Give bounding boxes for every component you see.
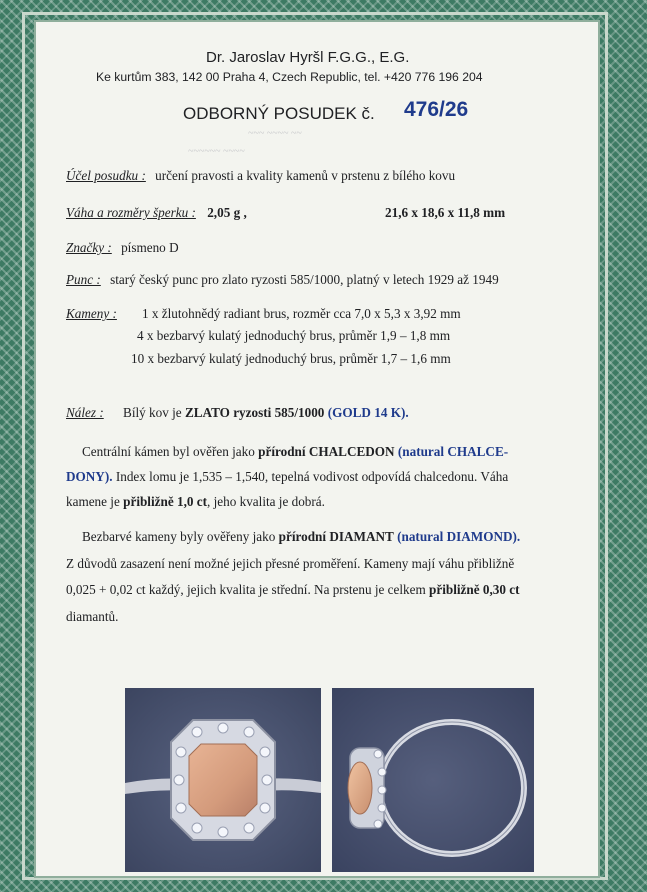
weight-row xyxy=(66,205,247,221)
weight-value: 2,05 g , xyxy=(207,205,247,220)
finding-row xyxy=(66,405,409,421)
hallmark-row xyxy=(66,272,499,288)
bleed-through-mark: ~~~~~~ ~~~~ xyxy=(188,146,245,157)
stone-line: 4 x bezbarvý kulatý jednoduchý brus, průměr 1,9 – 1,8 mm xyxy=(137,328,451,343)
bold-span: přírodní DIAMANT xyxy=(278,529,394,544)
marks-value: písmeno D xyxy=(121,240,179,255)
document-title: ODBORNÝ POSUDEK č. xyxy=(183,104,375,123)
finding-pre: Bílý kov je xyxy=(123,405,182,420)
bold-span: přibližně 0,30 ct xyxy=(429,582,520,597)
stones-label: Kameny : xyxy=(66,306,117,321)
diamond-line-3 xyxy=(66,582,520,598)
purpose-value: určení pravosti a kvality kamenů v prstenu z bílého kovu xyxy=(155,168,456,183)
stone-line: 10 x bezbarvý kulatý jednoduchý brus, průměr 1,7 – 1,6 mm xyxy=(131,351,451,366)
purpose-row xyxy=(66,168,455,184)
ring-photo-side xyxy=(332,688,534,872)
purpose-label: Účel posudku : xyxy=(66,168,146,183)
hallmark-value: starý český punc pro zlato ryzosti 585/1000, platný v letech 1929 až 1949 xyxy=(110,272,499,287)
stones-label-row xyxy=(66,306,117,322)
chalcedony-line-2 xyxy=(66,469,508,485)
diamond-line-4: diamantů. xyxy=(66,609,119,624)
finding-metal: ZLATO ryzosti 585/1000 xyxy=(184,405,325,420)
document-number: 476/26 xyxy=(404,98,469,121)
chalcedony-line-3 xyxy=(66,494,325,510)
text-span: Centrální kámen byl ověřen jako xyxy=(82,444,255,459)
text-span: Bezbarvé kameny byly ověřeny jako xyxy=(82,529,276,544)
text-span: 0,025 + 0,02 ct každý, jejich kvalita je střední. Na prstenu je celkem xyxy=(66,582,426,597)
dimensions-value: 21,6 x 18,6 x 11,8 mm xyxy=(385,205,506,220)
hallmark-label: Punc : xyxy=(66,272,101,287)
finding-label: Nález : xyxy=(66,405,104,420)
ring-top-illustration xyxy=(125,688,321,872)
diamond-line-1 xyxy=(82,529,520,545)
marks-label: Značky : xyxy=(66,240,112,255)
bleed-through-mark: ~~~ ~~~~ ~~ xyxy=(248,128,302,139)
blue-span: (natural DIAMOND). xyxy=(397,529,521,544)
weight-label: Váha a rozměry šperku : xyxy=(66,205,196,220)
ring-photo-top xyxy=(125,688,321,872)
diamond-line-2: Z důvodů zasazení není možné jejich přesné proměření. Kameny mají váhu přibližně xyxy=(66,556,515,571)
bold-span: přírodní CHALCEDON xyxy=(258,444,395,459)
text-span: kamene je xyxy=(66,494,120,509)
chalcedony-line-1 xyxy=(82,444,508,460)
blue-span: DONY). xyxy=(66,469,113,484)
stone-line: 1 x žlutohnědý radiant brus, rozměr cca 7,0 x 5,3 x 3,92 mm xyxy=(142,306,461,321)
marks-row xyxy=(66,240,179,256)
bold-span: přibližně 1,0 ct xyxy=(123,494,208,509)
ring-side-illustration xyxy=(332,688,534,872)
expert-name: Dr. Jaroslav Hyršl F.G.G., E.G. xyxy=(206,49,410,66)
finding-gold: (GOLD 14 K). xyxy=(327,405,409,420)
blue-span: (natural CHALCE- xyxy=(397,444,509,459)
text-span: Index lomu je 1,535 – 1,540, tepelná vodivost odpovídá chalcedonu. Váha xyxy=(115,469,509,484)
expert-address: Ke kurtům 383, 142 00 Praha 4, Czech Republic, tel. +420 776 196 204 xyxy=(96,70,483,84)
text-span: , jeho kvalita je dobrá. xyxy=(207,494,325,509)
